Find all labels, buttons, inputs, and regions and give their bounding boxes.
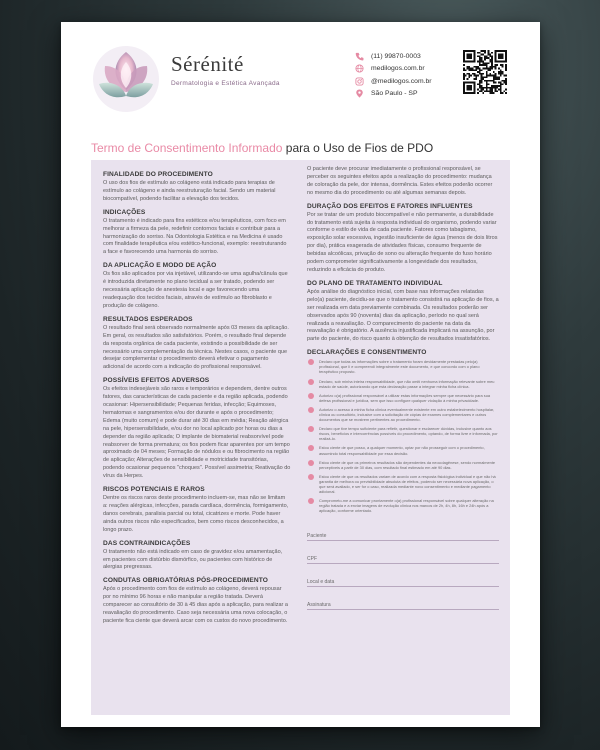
bullet-dot-icon	[308, 359, 314, 365]
section-heading: DURAÇÃO DOS EFEITOS E FATORES INFLUENTES	[307, 202, 473, 210]
contact-web-text: medilogos.com.br	[371, 65, 425, 72]
bullet-dot-icon	[308, 407, 314, 413]
section-heading: RISCOS POTENCIAIS E RAROS	[103, 486, 205, 494]
declaration-item	[307, 379, 499, 389]
contact-instagram-text: @medilogos.com.br	[371, 77, 432, 85]
bullet-dot-icon	[308, 445, 314, 451]
contact-phone-text: (11) 99870-0003	[371, 52, 421, 60]
title-highlight: Termo de Consentimento Informado	[91, 141, 283, 155]
signature-fields	[307, 521, 499, 610]
brand-name: Sérénité	[171, 52, 244, 76]
declarations-heading: DECLARAÇÕES E CONSENTIMENTO	[307, 349, 427, 357]
section-text: O uso dos fios de estímulo ao colágeno está indicado para terapias de estímulo ao colágeno e ainda reestruturação facial. Sendo um material biocompatível, podendo facilitar a elevação dos tecidos.	[103, 180, 276, 202]
title-rest: para o Uso de Fios de PDO	[282, 141, 434, 155]
place-date-field[interactable]	[307, 567, 499, 587]
contact-location	[355, 88, 432, 100]
section-heading: POSSÍVEIS EFEITOS ADVERSOS	[103, 377, 210, 385]
phone-icon	[355, 52, 364, 61]
instagram-icon	[355, 77, 364, 86]
intro-text: O paciente deve procurar imediatamente o profissional responsável, se perceber os seguintes efeitos após a realização do procedimento: mudança de coloração da pele, dor intensa, dormência. Estes efeitos poderão ocorrer no mesmo dia do procedimento ou até algumas semanas depois.	[307, 166, 493, 196]
declaration-item	[307, 393, 499, 403]
bullet-dot-icon	[308, 460, 314, 466]
section-text: Por se tratar de um produto biocompatível e não permanente, a durabilidade do tratamento está sujeita à resposta individual do organismo, podendo variar conforme o estilo de vida de cada paciente. Fatores como tabagismo, exposição solar excessiva, ingestão insuficiente de água (menos de dois litros por dia), prática exagerada de atividades físicas, consumo frequente de bebidas alcoólicas, privação de sono ou alteração frequente do fuso horário podem comprometer significativamente a longevidade dos resultados, reduzindo a eficácia do produto.	[307, 211, 498, 273]
section-text: O resultado final será observado normalmente após 03 meses da aplicação. Em geral, os resultados são satisfatórios. Porém, o resultado final depende da resposta orgânica de cada paciente, existindo a possibilidade de ser necessário uma complementação da técnica. Nestes casos, o paciente que desejar complementar o procedimento deverá efetivar o pagamento adicional de acordo com a indicação do profissional responsável.	[103, 324, 289, 371]
bullet-dot-icon	[308, 426, 314, 432]
section-text: Os fios são aplicados por via injetável, utilizando-se uma agulha/cânula que é introduzida diretamente no plano tecidual a ser tratado, podendo ser necessária aplicação de anestesia local e age favorecendo uma readequação dos tecidos faciais, através de estímulo ao fibroblasto e produção de colágeno.	[103, 271, 288, 309]
declarations-list	[307, 359, 499, 513]
declaration-text: Comprometo-me a comunicar prontamente o(a) profissional responsável sobre qualquer alteração na região tratada e a enviar imagens de evolução clínica nos marcos de 2h, 4h, 8h, 16h e 24h após a aplicação, conforme orientado.	[319, 498, 494, 514]
declaration-text: Declaro que todas as informações sobre o tratamento foram devidamente prestadas pelo(a) profissional, que li e compreendi integralmente este documento, e que concordo com o plano terapêutico proposto.	[319, 359, 480, 375]
brand-tagline: Dermatologia e Estética Avançada	[171, 80, 280, 87]
qr-code[interactable]	[463, 50, 507, 94]
declaration-item	[307, 498, 499, 513]
bullet-dot-icon	[308, 498, 314, 504]
lotus-logo-icon	[91, 44, 161, 114]
contact-instagram[interactable]	[355, 75, 432, 87]
content-panel	[91, 160, 510, 715]
section-heading: RESULTADOS ESPERADOS	[103, 315, 193, 323]
cpf-field[interactable]	[307, 544, 499, 564]
signature-field[interactable]	[307, 590, 499, 610]
field-label: Paciente	[307, 533, 327, 540]
declaration-item	[307, 407, 499, 422]
section-text: Os efeitos indesejáveis são raros e temporários e dependem, dentre outros fatores, das características de cada paciente e da região aplicada, podendo ocasionar: Hipersensibilidade; Pequenas feridas, infecção; Equimoses, hematomas e sangramentos e/ou dor durante e após o procedimento; Edema (muito comum) e pode durar até 30 dias em média; Reação alérgica na pele, hipersensibilidade, e/ou dor no local aplicado por horas ou dias a depender da região aplicada; O implante de biomaterial reabsorvível pode reabsorver de forma prematura; os fios podem ficar aparentes por um tempo aproximado de 04 meses; Formação de nódulos e ou fibrocimento na região de aplicação; Alterações de sensibilidade e motricidade transitórias, podendo ocasionar pequenos "choques". Possível assimetria; Reativação do vírus da Herpes.	[103, 386, 291, 480]
field-label: CPF	[307, 556, 317, 563]
declaration-item	[307, 460, 499, 470]
patient-name-field[interactable]	[307, 521, 499, 541]
section-text: Dentre os riscos raros deste procedimento incluem-se, mas não se limitam a: reações alérgicas, infecções, parada cardíaca, dormência, formigamento, danos cerebrais, paralisia parcial ou total, cicatrizes e morte. Pode haver ainda outros riscos não especificados, bem como riscos desconhecidos, a longo prazo.	[103, 495, 289, 533]
section-heading: CONDUTAS OBRIGATÓRIAS PÓS-PROCEDIMENTO	[103, 577, 268, 585]
consent-document	[61, 22, 540, 727]
bullet-dot-icon	[308, 379, 314, 385]
page-title	[91, 141, 433, 155]
section-heading: DO PLANO DE TRATAMENTO INDIVIDUAL	[307, 279, 443, 287]
declaration-text: Declaro, sob minha inteira responsabilidade, que não omiti nenhuma informação relevante sobre meu estado de saúde, autorizando que esta declaração passe a integrar minha ficha clínica.	[319, 378, 495, 389]
section-heading: DAS CONTRAINDICAÇÕES	[103, 539, 191, 547]
section-heading: DA APLICAÇÃO E MODO DE AÇÃO	[103, 262, 217, 270]
declaration-item	[307, 474, 499, 494]
declaration-item	[307, 445, 499, 455]
contact-web[interactable]	[355, 63, 432, 75]
left-column	[103, 166, 291, 626]
declaration-item	[307, 426, 499, 441]
section-heading: FINALIDADE DO PROCEDIMENTO	[103, 171, 213, 178]
section-heading: INDICAÇÕES	[103, 208, 146, 216]
declaration-text: Autorizo o(a) profissional responsável a utilizar estas informações sempre que necessário para sua defesa profissional e jurídica, sem que isso configure qualquer violação à minha privacidade.	[319, 392, 491, 403]
section-text: Após análise do diagnóstico inicial, com base nas informações relatadas pelo(a) paciente, decidiu-se que o tratamento consistirá na aplicação de fios, a ser realizada em data previamente combinada. Os resultados poderão ser observados após 90 (noventa) dias da aplicação, período no qual será realizada a reavaliação. O comparecimento do paciente na data da reavaliação é obrigatório. A ausência injustificada implicará na assunção, por parte do paciente, do risco quanto à obtenção de resultados insatisfatórios.	[307, 288, 499, 343]
field-label: Local e data	[307, 579, 335, 586]
web-icon	[355, 64, 364, 73]
bullet-dot-icon	[308, 393, 314, 399]
declaration-text: Estou ciente de que os resultados variam de acordo com a resposta fisiológica individual e que não há garantia de melhora ou previsibilidade absoluta de efeitos, podendo ser necessária nova aplicação, o que será avaliado, e ser for o caso, realizada mediante novo consentimento e mediante pagamento adicional.	[319, 473, 496, 495]
declaration-text: Estou ciente de que posso, a qualquer momento, optar por não prosseguir com o procedimento, assumindo total responsabilidade por essa decisão.	[319, 445, 485, 456]
declaration-item	[307, 359, 499, 374]
contact-phone	[355, 50, 432, 62]
section-text: Após o procedimento com fios de estímulo ao colágeno, deverá repousar por no mínimo 96 horas e não manipular a região tratada. Deverá comparecer ao consultório de 30 à 45 dias após a aplicação, para realizar a reavaliação do procedimento. Caso seja necessária uma nova colocação, o paciente fica ciente que deverá arcar com os custos do novo procedimento.	[103, 586, 288, 624]
location-icon	[355, 89, 364, 98]
contact-location-text: São Paulo - SP	[371, 90, 418, 97]
contact-list	[355, 50, 432, 100]
section-text: O tratamento não está indicado em caso de gravidez e/ou amamentação, em pacientes com distúrbio dismórfico, ou pacientes com histórico de alergias pregressas.	[103, 548, 283, 571]
right-column	[307, 166, 499, 613]
section-text: O tratamento é indicado para fins estéticos e/ou terapêuticos, com foco em melhorar a firmeza da pele, redefinir contornos faciais e contribuir para a harmonização do sorriso. Na Odontologia Estética e na Medicina é usado com finalidade terapêutica e/ou estético-funcional, exemplo: reestruturando a face e favorecendo uma harmonia do sorriso.	[103, 217, 287, 256]
bullet-dot-icon	[308, 474, 314, 480]
brand-block	[171, 52, 280, 87]
declaration-text: Declaro que tive tempo suficiente para refletir, questionar e esclarecer dúvidas, inclusive quanto aos riscos, benefícios e intercorrências possíveis do procedimento, optando, de forma livre e informada, por realizá-lo.	[319, 426, 498, 442]
declaration-text: Autorizo o acesso à minha ficha clínica eventualmente existente em outro estabelecimento hospitalar, clínica ou consultório, inclusive com a solicitação de cópias de exames complementares e outros documentos que se mostrem pertinentes ao procedimento.	[319, 406, 495, 423]
field-label: Assinatura	[307, 602, 331, 609]
declaration-text: Estou ciente de que os primeiros resultados são dependentes da neocolagênese, sendo normalmente perceptíveis a partir de 30 dias, com resultado final estimado em até 90 dias.	[319, 459, 496, 470]
